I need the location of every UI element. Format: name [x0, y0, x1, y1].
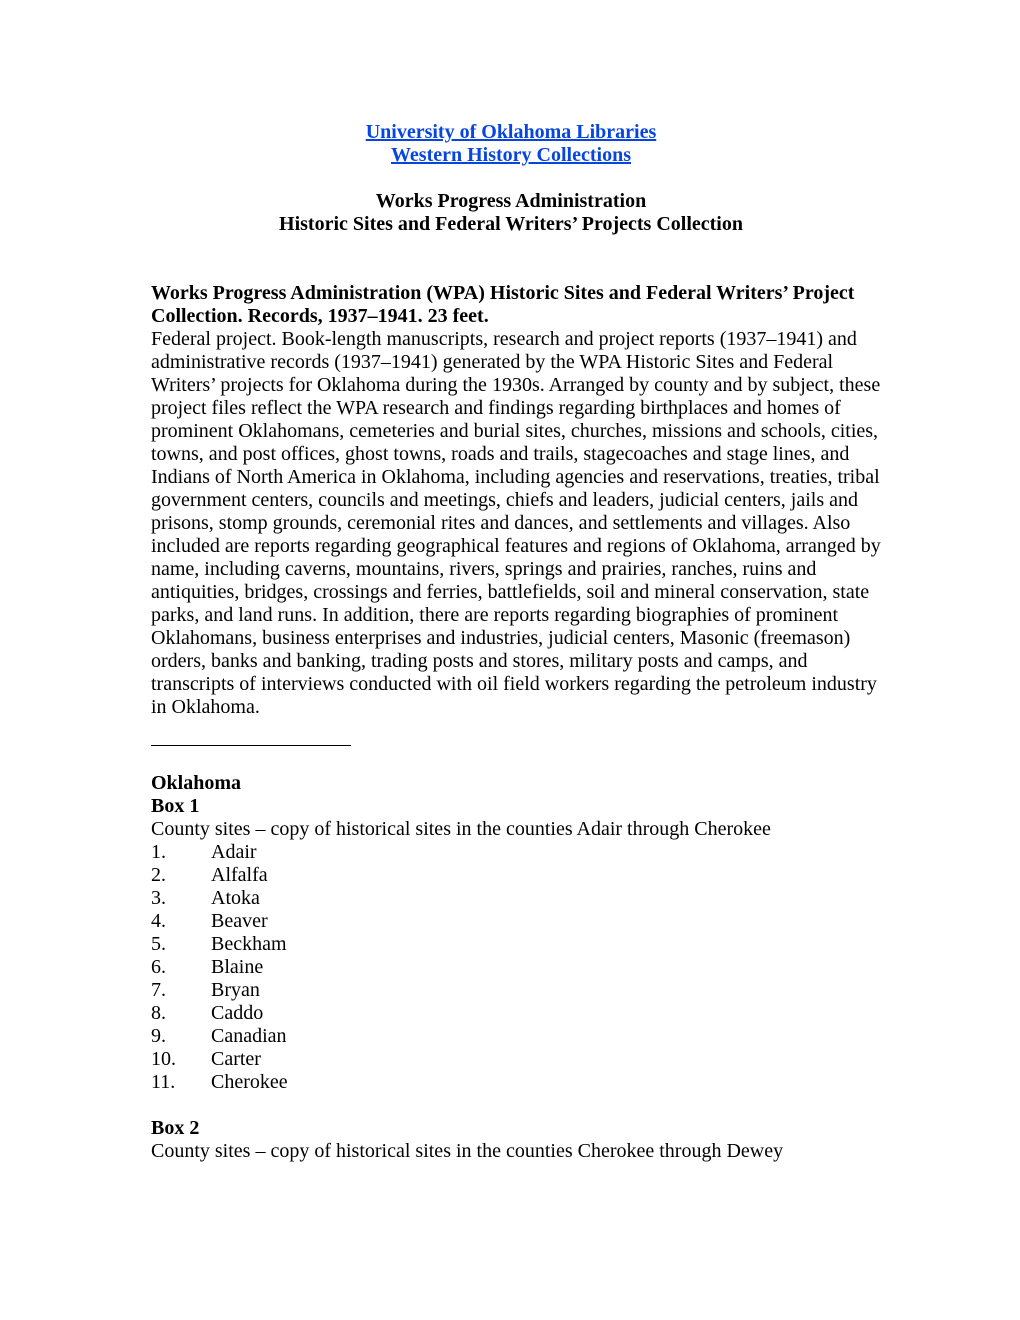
list-item — [151, 979, 871, 1002]
county-name: Caddo — [211, 1002, 264, 1024]
box-description: County sites – copy of historical sites in the counties Cherokee through Dewey — [151, 1140, 784, 1162]
list-item — [151, 933, 871, 956]
county-name: Carter — [211, 1048, 261, 1070]
list-item — [151, 956, 871, 979]
list-item — [151, 1048, 871, 1071]
item-number: 2. — [151, 864, 166, 886]
item-number: 10. — [151, 1048, 176, 1070]
county-name: Atoka — [211, 887, 260, 909]
description-line: transcripts of interviews conducted with oil field workers regarding the petroleum industry — [151, 673, 877, 695]
description-line: prominent Oklahomans, cemeteries and burial sites, churches, missions and schools, cities, — [151, 420, 879, 442]
list-item — [151, 887, 871, 910]
heading-line: Collection. Records, 1937–1941. 23 feet. — [151, 305, 489, 327]
list-item — [151, 1002, 871, 1025]
description-line: included are reports regarding geographical features and regions of Oklahoma, arranged by — [151, 535, 881, 557]
county-name: Adair — [211, 841, 257, 863]
item-number: 3. — [151, 887, 166, 909]
county-name: Canadian — [211, 1025, 287, 1047]
list-item — [151, 864, 871, 887]
box-label: Box 2 — [151, 1117, 200, 1139]
county-name: Alfalfa — [211, 864, 268, 886]
item-number: 11. — [151, 1071, 176, 1093]
document-page — [151, 121, 881, 1163]
item-number: 1. — [151, 841, 166, 863]
description-line: project files reflect the WPA research and findings regarding birthplaces and homes of — [151, 397, 841, 419]
county-name: Beckham — [211, 933, 287, 955]
description-line: antiquities, bridges, crossings and ferries, battlefields, soil and mineral conservation, state — [151, 581, 870, 603]
collections-link[interactable]: Western History Collections — [391, 144, 631, 166]
box-description: County sites – copy of historical sites in the counties Adair through Cherokee — [151, 818, 771, 840]
item-number: 5. — [151, 933, 166, 955]
collection-heading — [151, 282, 871, 328]
heading-line: Works Progress Administration (WPA) Historic Sites and Federal Writers’ Project — [151, 282, 855, 304]
item-number: 4. — [151, 910, 166, 932]
county-name: Beaver — [211, 910, 268, 932]
section-divider — [151, 745, 351, 746]
item-number: 8. — [151, 1002, 166, 1024]
county-name: Cherokee — [211, 1071, 288, 1093]
description-line: name, including caverns, mountains, rivers, springs and prairies, ranches, ruins and — [151, 558, 817, 580]
library-link[interactable]: University of Oklahoma Libraries — [365, 121, 657, 143]
description-line: towns, and post offices, ghost towns, roads and trails, stagecoaches and stage lines, and — [151, 443, 850, 465]
title-line: Historic Sites and Federal Writers’ Projects Collection — [279, 213, 743, 235]
description-line: in Oklahoma. — [151, 696, 260, 718]
county-name: Bryan — [211, 979, 260, 1001]
description-line: parks, and land runs. In addition, there are reports regarding biographies of prominent — [151, 604, 839, 626]
list-item — [151, 910, 871, 933]
item-number: 9. — [151, 1025, 166, 1047]
item-number: 6. — [151, 956, 166, 978]
library-header — [151, 121, 871, 167]
list-item — [151, 1071, 871, 1094]
description-line: prisons, stomp grounds, ceremonial rites and dances, and settlements and villages. Also — [151, 512, 851, 534]
county-list — [151, 841, 871, 1094]
description-line: Indians of North America in Oklahoma, including agencies and reservations, treaties, tribal — [151, 466, 880, 488]
item-number: 7. — [151, 979, 166, 1001]
list-item — [151, 841, 871, 864]
description-line: government centers, councils and meetings, chiefs and leaders, judicial centers, jails and — [151, 489, 858, 511]
description-line: Writers’ projects for Oklahoma during the 1930s. Arranged by county and by subject, these — [151, 374, 881, 396]
section-heading: Oklahoma — [151, 772, 242, 794]
description-line: administrative records (1937–1941) generated by the WPA Historic Sites and Federal — [151, 351, 834, 373]
list-item — [151, 1025, 871, 1048]
title-line: Works Progress Administration — [375, 190, 647, 212]
description-line: Federal project. Book-length manuscripts, research and project reports (1937–1941) and — [151, 328, 857, 350]
description-line: Oklahomans, business enterprises and industries, judicial centers, Masonic (freemason) — [151, 627, 851, 649]
county-name: Blaine — [211, 956, 264, 978]
document-title — [151, 190, 871, 236]
collection-description — [151, 328, 881, 719]
description-line: orders, banks and banking, trading posts and stores, military posts and camps, and — [151, 650, 808, 672]
box-label: Box 1 — [151, 795, 200, 817]
